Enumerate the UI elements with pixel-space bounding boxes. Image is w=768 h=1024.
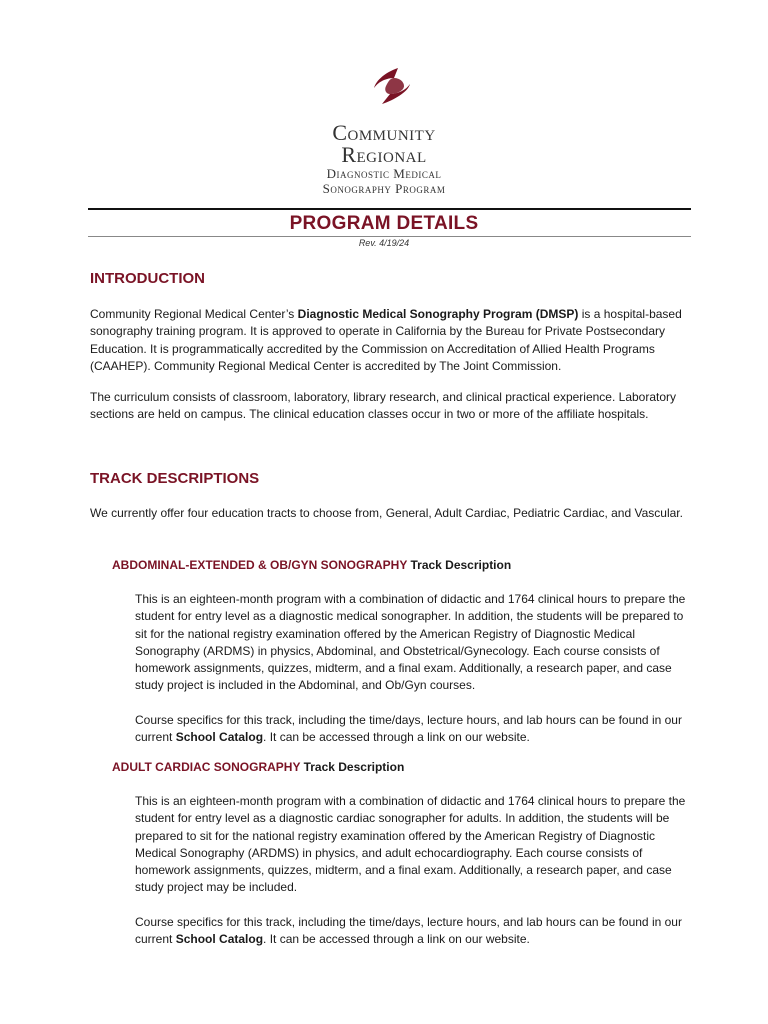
introduction-paragraph-2: The curriculum consists of classroom, laboratory, library research, and clinical practical experience. Laboratory sections are held on campus. The clinical education classes occur in two or more of the affiliate hospitals. — [90, 390, 677, 422]
community-regional-logo — [368, 66, 416, 106]
title-rule-top — [88, 208, 691, 210]
org-line-1: Community — [332, 120, 436, 145]
tracks-intro: We currently offer four education tracts to choose from, General, Adult Cardiac, Pediatric Cardiac, and Vascular. — [90, 506, 683, 520]
program-name — [0, 122, 768, 196]
org-line-2: Regional — [341, 142, 427, 167]
track-2-specifics: Course specifics for this track, including the time/days, lecture hours, and lab hours can be found in our current School Catalog. It can be accessed through a link on our website. — [135, 915, 682, 947]
track-1-heading: ABDOMINAL-EXTENDED & OB/GYN SONOGRAPHY Track Description — [112, 558, 512, 572]
introduction-heading: INTRODUCTION — [90, 270, 205, 287]
title-rule-bottom — [88, 236, 691, 237]
track-1-description: This is an eighteen-month program with a combination of didactic and 1764 clinical hours to prepare the student for entry level as a diagnostic medical sonographer. In addition, the students will be prepared to sit for the national registry examination offered by the American Registry of Diagnostic Medical Sonography (ARDMS) in physics, Abdominal, and Obstetrical/Gynecology. Each course consists of homework assignments, quizzes, midterm, and a final exam. Additionally, a research paper, and case study project is included in the Abdominal, and Ob/Gyn courses. — [135, 592, 686, 693]
track-2-heading: ADULT CARDIAC SONOGRAPHY Track Description — [112, 760, 405, 774]
org-line-4: Sonography Program — [322, 181, 446, 196]
org-line-3: Diagnostic Medical — [326, 166, 442, 181]
track-2-description: This is an eighteen-month program with a combination of didactic and 1764 clinical hours to prepare the student for entry level as a diagnostic cardiac sonographer for adults. In addition, the students will be prepared to sit for the national registry examination offered by the American Registry of Diagnostic Medical Sonography (ARDMS) in physics, and adult echocardiography. Each course consists of homework assignments, quizzes, midterm, and a final exam. Additionally, a research paper, and case study project may be included. — [135, 794, 686, 895]
page-title: PROGRAM DETAILS — [289, 213, 479, 234]
revision-date: Rev. 4/19/24 — [358, 238, 410, 248]
track-descriptions-heading: TRACK DESCRIPTIONS — [90, 470, 260, 487]
track-1-specifics: Course specifics for this track, including the time/days, lecture hours, and lab hours can be found in our current School Catalog. It can be accessed through a link on our website. — [135, 713, 682, 745]
introduction-paragraph-1: Community Regional Medical Center’s Diagnostic Medical Sonography Program (DMSP) is a hospital-based sonography training program. It is approved to operate in California by the Bureau for Private Postsecondary Education. It is programmatically accredited by the Commission on Accreditation of Allied Health Programs (CAAHEP). Community Regional Medical Center is accredited by The Joint Commission. — [90, 307, 682, 373]
